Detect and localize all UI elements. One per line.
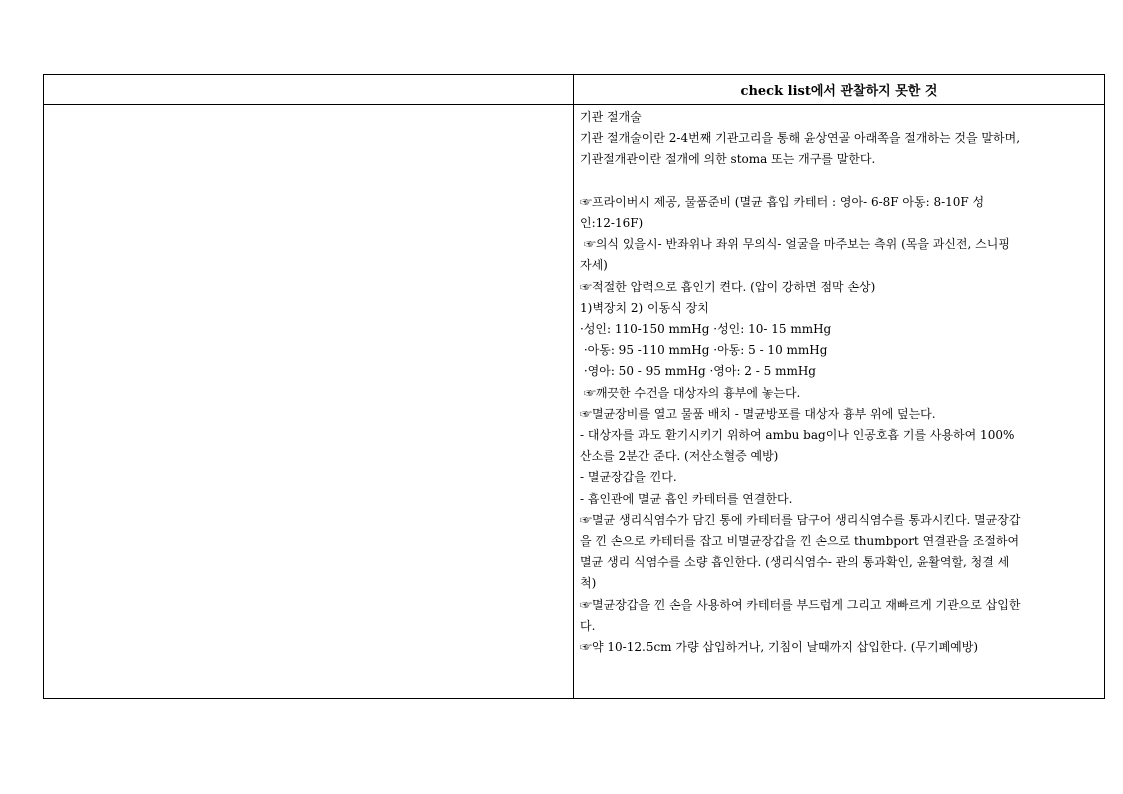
table-header-row — [44, 75, 1105, 105]
text-line: 기관 절개술이란 2-4번째 기관고리을 통해 윤상연골 아래쪽을 절개하는 것을 말하며, — [580, 131, 1021, 146]
table-body-row — [44, 105, 1105, 699]
text-line: ☞멸균장갑을 낀 손을 사용하여 카테터를 부드럽게 그리고 재빠르게 기관으로 삽입한 — [580, 597, 1021, 612]
text-line: 멸균 생리 식염수를 소량 흡인한다. (생리식염수- 관의 통과확인, 윤활역할, 청결 세 — [580, 555, 1010, 570]
text-line: ·아동: 95 -110 mmHg ·아동: 5 - 10 mmHg — [580, 343, 828, 358]
text-line: ☞약 10-12.5cm 가량 삽입하거나, 기침이 날때까지 삽입한다. (무기폐예방) — [580, 640, 979, 655]
text-line: ·영아: 50 - 95 mmHg ·영아: 2 - 5 mmHg — [580, 364, 816, 379]
text-line: ☞멸균장비를 열고 물품 배치 - 멸균방포를 대상자 흉부 위에 덮는다. — [580, 406, 936, 421]
text-line: 인:12-16F) — [580, 216, 644, 230]
text-line: 다. — [580, 618, 596, 633]
text-line — [580, 171, 1098, 192]
text-line: 기관 절개술 — [580, 110, 642, 124]
text-line: ☞깨끗한 수건을 대상자의 흉부에 놓는다. — [580, 385, 801, 400]
text-line: - 멸균장갑을 낀다. — [580, 470, 677, 485]
procedure-text — [580, 107, 1098, 658]
header-left-cell — [44, 75, 574, 105]
text-line: 기관절개관이란 절개에 의한 stoma 또는 개구를 말한다. — [580, 152, 876, 167]
text-line: 1)벽장치 2) 이동식 장치 — [580, 300, 709, 315]
body-left-cell — [44, 105, 574, 699]
text-line: 척) — [580, 576, 597, 591]
text-line: ☞프라이버시 제공, 물품준비 (멸균 흡입 카테터 : 영아- 6-8F 아동: 8-10F 성 — [580, 194, 985, 209]
text-line: 자세) — [580, 258, 608, 273]
text-line: ☞적절한 압력으로 흡인기 켠다. (압이 강하면 점막 손상) — [580, 279, 876, 294]
text-line: 을 낀 손으로 카테터를 잡고 비멸균장갑을 낀 손으로 thumbport 연결관을 조절하여 — [580, 534, 1020, 549]
text-line: ·성인: 110-150 mmHg ·성인: 10- 15 mmHg — [580, 322, 832, 337]
text-line: ☞의식 있을시- 반좌위나 좌위 무의식- 얼굴을 마주보는 측위 (목을 과신전, 스니핑 — [580, 237, 1010, 252]
text-line: - 대상자를 과도 환기시키기 위하여 ambu bag이나 인공호흡 기를 사용하여 100% — [580, 428, 1015, 443]
text-line: 산소를 2분간 준다. (저산소혈증 예방) — [580, 449, 779, 464]
text-line: ☞멸균 생리식염수가 담긴 통에 카테터를 담구어 생리식염수를 통과시킨다. 멸균장갑 — [580, 512, 1021, 527]
header-right-cell: check list에서 관찰하지 못한 것 — [574, 75, 1105, 105]
text-line: - 흡인관에 멸균 흡인 카테터를 연결한다. — [580, 491, 793, 506]
document-table — [43, 74, 1105, 699]
body-right-cell — [574, 105, 1105, 699]
